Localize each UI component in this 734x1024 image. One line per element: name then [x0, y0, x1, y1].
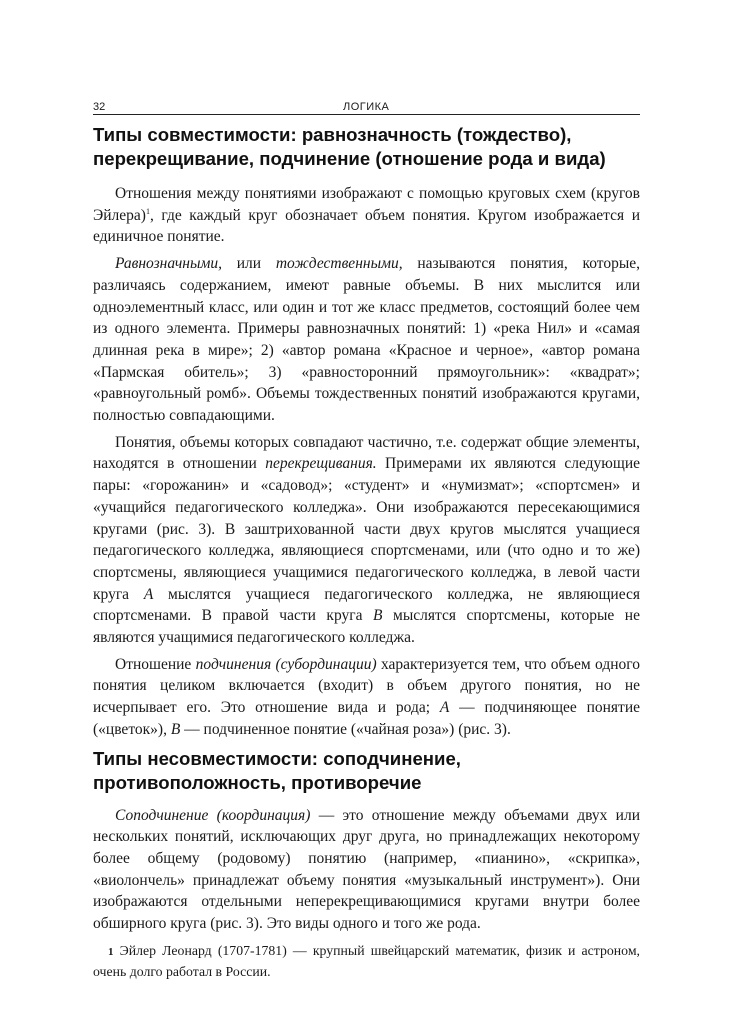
- footnote: [93, 941, 640, 981]
- section-heading-incompatibility: Типы несовместимости: соподчинение, противоположность, противоречие: [93, 747, 461, 793]
- text-span: мыслятся учащиеся педагогического колледжа, не являющиеся спортсменами. В правой части круга: [93, 585, 640, 625]
- page-number: 32: [93, 101, 106, 113]
- text-span: — подчиняющее понятие («цветок»),: [93, 699, 640, 738]
- running-header: [93, 98, 640, 115]
- paragraph-euler-circles: [93, 183, 640, 248]
- running-title: ЛОГИКА: [343, 101, 390, 113]
- text-span: характеризуется тем, что объем одного понятия целиком включается (входит) в объем другого понятия, но не исчерпывает его. Это отношение вида и рода;: [93, 655, 641, 717]
- footnote-text: Эйлер Леонард (1707-1781) — крупный швейцарский математик, физик и астроном, очень долго работал в России.: [93, 942, 640, 979]
- text-span: Примерами их являются следующие пары: «горожанин» и «садовод»; «студент» и «нумизмат»; «спортсмен» и «учащийся педагогического колледжа». Они изображаются пересекающимися кругами (рис. 3). В заштрихованной части двух кругов мыслятся учащиеся педагогического колледжа, являющиеся спортсменами, или (что одно и то же) спортсмены, являющиеся учащимися педагогического колледжа, в левой части круга: [93, 455, 641, 603]
- paragraph-coordination: [93, 805, 640, 935]
- text-span: или: [221, 255, 276, 273]
- footnote-mark: 1: [108, 945, 114, 958]
- paragraph-equivalence: [93, 253, 640, 427]
- variable-italic: А: [143, 585, 154, 603]
- term-italic: тождественными,: [275, 255, 403, 273]
- footnote-reference: 1: [145, 206, 150, 216]
- text-span: называются понятия, которые, различаясь содержанием, имеют равные объемы. В них мыслится или одноэлементный класс, или один и тот же класс предметов, состоящий более чем из одного элемента. Примеры равнозначных понятий: 1) «река Нил» и «самая длинная река в мире»; 2) «автор романа «Красное и черное», «автор романа «Пармская обитель»; 3) «равносторонний прямоугольник»: «квадрат»; «равноугольный ромб». Объемы тождественных понятий изображаются кругами, полностью совпадающими.: [93, 255, 640, 425]
- paragraph-intersection: [93, 432, 640, 649]
- page-content: [93, 123, 640, 981]
- text-span: мыслятся спортсмены, которые не являются учащимися педагогического колледжа.: [93, 607, 640, 647]
- term-italic: перекрещивания.: [265, 455, 377, 473]
- text-span: Отношение: [115, 655, 196, 673]
- term-italic: Соподчинение (координация): [115, 806, 311, 824]
- text-span: — подчиненное понятие («чайная роза») (рис. 3).: [180, 720, 511, 738]
- text-span: Отношения между понятиями изображают с помощью круговых схем (кругов Эйлера): [93, 185, 640, 224]
- text-span: — это отношение между объемами двух или нескольких понятий, исключающих друг друга, но принадлежащих некоторому более общему (родовому) понятию (например, «пианино», «скрипка», «виолончель» принадлежат объему понятия «музыкальный инструмент»). Они изображаются отдельными неперекрещивающимися кругами внутри более обширного круга (рис. 3). Это виды одного и того же рода.: [93, 806, 640, 933]
- variable-italic: А: [439, 699, 450, 717]
- variable-italic: В: [373, 607, 383, 625]
- text-span: Понятия, объемы которых совпадают частично, т.е. содержат общие элементы, находятся в отношении: [93, 433, 640, 473]
- term-italic: подчинения (субординации): [195, 655, 377, 673]
- section-heading-compatibility: Типы совместимости: равнозначность (тождество), перекрещивание, подчинение (отношение рода и вида): [93, 124, 606, 169]
- text-span: , где каждый круг обозначает объем понятия. Кругом изображается и единичное понятие.: [93, 206, 640, 246]
- variable-italic: В: [170, 720, 181, 738]
- paragraph-subordination: [93, 654, 640, 741]
- term-italic: Равнозначными,: [115, 255, 222, 273]
